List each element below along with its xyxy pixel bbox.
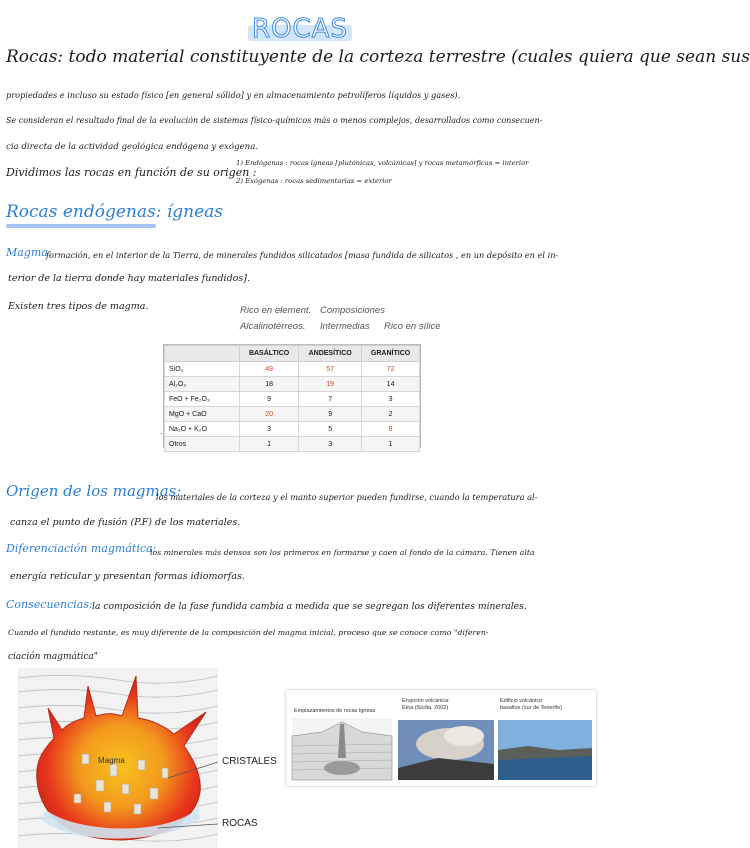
etna-eruption-photo: [398, 720, 494, 780]
table-cell: 18: [240, 377, 299, 392]
table-row: [165, 437, 420, 452]
table-cell: 9: [299, 407, 362, 422]
intro-endogenas: 1) Endógenas : rocas ígneas [plutónicas, volcánicas] y rocas metamórficas = interior: [236, 159, 529, 167]
diff-term: Diferenciación magmática:: [6, 542, 157, 555]
table-cell: 9: [240, 392, 299, 407]
intro-line-5: Dividimos las rocas en función de su origen :: [6, 166, 257, 179]
origin-term: Origen de los magmas:: [6, 482, 182, 500]
diff-text-2: energía reticular y presentan formas idiomorfas.: [10, 571, 245, 582]
section-underline: [6, 224, 156, 228]
caption-col1a: Rico en element.: [240, 305, 312, 316]
table-cell: 3: [362, 392, 420, 407]
table-row-label: Otros: [165, 437, 240, 452]
table-cell: 5: [299, 422, 362, 437]
caption-col2a: Composiciones: [320, 305, 385, 316]
table-header: GRANÍTICO: [362, 346, 420, 362]
table-cell: 1: [240, 437, 299, 452]
magma-label: Magma: [98, 756, 125, 765]
photo-caption-2a: Erupción volcánica:: [402, 698, 450, 704]
composition-table-frame: [163, 344, 421, 448]
magma-types: Existen tres tipos de magma.: [8, 301, 149, 312]
magma-def-1: formación, en el interior de la Tierra, de minerales fundidos silicatados [masa fundida de silicatos , en un depósito en el in-: [46, 250, 559, 260]
table-cell: 8: [362, 422, 420, 437]
photo-caption-3a: Edificio volcánico:: [500, 698, 544, 704]
table-cell: 3: [299, 437, 362, 452]
intro-line-3: Se consideran el resultado final de la evolución de sistemas físico-químicos más o menos complejos, desarrollados como consecuen-: [6, 116, 543, 125]
magma-def-2: terior de la tierra donde hay materiales fundidos].: [8, 273, 250, 284]
table-row-label: SiO₂: [165, 362, 240, 377]
table-cell: 2: [362, 407, 420, 422]
origin-text-1: los materiales de la corteza y el manto superior pueden fundirse, cuando la temperatura al-: [156, 492, 538, 502]
section-heading-endogenas: Rocas endógenas: ígneas: [6, 202, 224, 222]
cons-text-1: la composición de la fase fundida cambia a medida que se segregan los diferentes minerales.: [92, 601, 527, 612]
magma-term: Magma:: [6, 246, 52, 259]
photo-caption-2b: Etna (Sicilia, 2002): [402, 705, 449, 711]
table-row-label: Al₂O₃: [165, 377, 240, 392]
table-cell: 57: [299, 362, 362, 377]
table-cell: 3: [240, 422, 299, 437]
intro-line-1: Rocas: todo material constituyente de la corteza terrestre (cuales quiera que sean sus: [6, 47, 750, 67]
table-cell: 20: [240, 407, 299, 422]
crystals-label: CRISTALES: [222, 756, 277, 767]
tenerife-basalt-photo: [498, 720, 592, 780]
photo-caption-3b: basaltos (sur de Tenerife): [500, 705, 562, 711]
igneous-emplacement-sketch: [292, 718, 392, 780]
table-row: [165, 422, 420, 437]
table-header: ANDESÍTICO: [299, 346, 362, 362]
table-row: [165, 392, 420, 407]
photo-caption-1: Emplazamientos de rocas ígneas: [294, 708, 376, 714]
table-cell: 19: [299, 377, 362, 392]
intro-line-2: propiedades e incluso su estado físico [en general sólido] y en almacenamiento petrolíferos líquidos y gases).: [6, 90, 461, 100]
caption-col2b: Intermedias: [320, 321, 370, 332]
table-row-label: MgO + CaO: [165, 407, 240, 422]
diff-text-1: los minerales más densos son los primeros en formarse y caen al fondo de la cámara. Tienen alta: [150, 548, 535, 557]
table-header: [165, 346, 240, 362]
cons-text-3: ciación magmática": [8, 652, 98, 662]
table-row-label: Na₂O + K₂O: [165, 422, 240, 437]
magma-composition-table: [164, 345, 420, 452]
table-cell: 49: [240, 362, 299, 377]
table-bullet: .: [160, 428, 163, 436]
table-row: [165, 377, 420, 392]
table-row: [165, 407, 420, 422]
intro-line-4: cia directa de la actividad geológica endógena y exógena.: [6, 142, 259, 152]
table-header: BASÁLTICO: [240, 346, 299, 362]
intro-exogenas: 2) Exógenas : rocas sedimentarias = exterior: [236, 177, 392, 185]
origin-text-2: canza el punto de fusión (P.F) de los materiales.: [10, 517, 241, 528]
table-row: [165, 362, 420, 377]
page-title: ROCAS: [252, 14, 348, 44]
rocks-label: ROCAS: [222, 818, 258, 829]
table-cell: 72: [362, 362, 420, 377]
table-row-label: FeO + Fe₂O₃: [165, 392, 240, 407]
caption-col3: Rico en sílice: [384, 321, 441, 332]
table-cell: 1: [362, 437, 420, 452]
table-cell: 14: [362, 377, 420, 392]
cons-term: Consecuencias:: [6, 598, 93, 611]
caption-col1b: Alcalinotérreos.: [240, 321, 306, 332]
table-cell: 7: [299, 392, 362, 407]
cons-text-2: Cuando el fundido restante, es muy diferente de la composición del magma inicial, proceso que se conoce como "diferen-: [8, 628, 489, 637]
